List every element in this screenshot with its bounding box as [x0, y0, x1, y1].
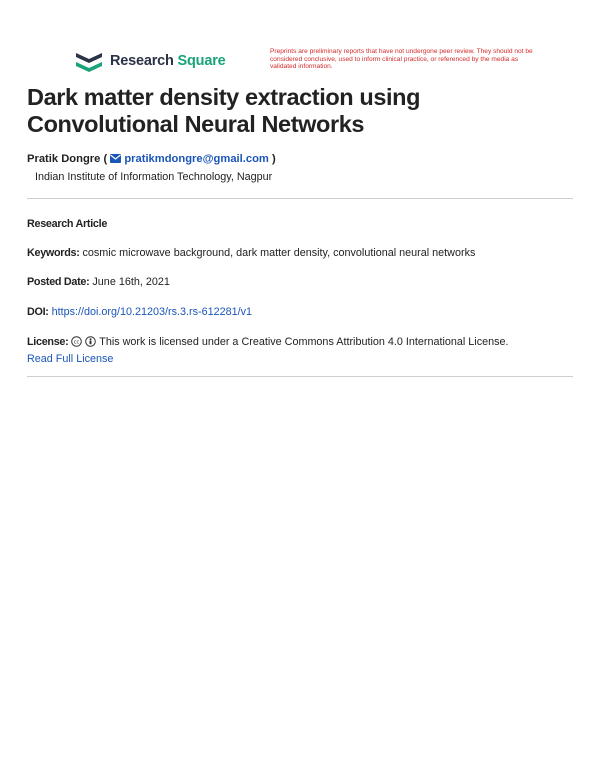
paper-title: Dark matter density extraction using Convolutional Neural Networks: [27, 84, 421, 137]
preprint-disclaimer: Preprints are preliminary reports that have not undergone peer review. They should not be considered conclusive, used to inform clinical practice, or referenced by the media as validated information.: [270, 48, 533, 71]
license-text: This work is licensed under a Creative Commons Attribution 4.0 International License.: [99, 336, 509, 348]
logo-word-square: Square: [177, 53, 226, 69]
license-line: [27, 336, 509, 348]
cc-by-icon: [85, 336, 96, 347]
research-square-logo[interactable]: [74, 48, 226, 74]
posted-date-line: [27, 276, 170, 288]
author-name: Pratik Dongre: [27, 153, 101, 165]
cc-icon: [71, 336, 82, 347]
posted-date-value: June 16th, 2021: [92, 276, 170, 288]
author-affiliation: Indian Institute of Information Technology, Nagpur: [35, 171, 273, 183]
svg-text:cc: cc: [74, 339, 80, 346]
read-full-license-link[interactable]: Read Full License: [27, 353, 114, 365]
divider: [27, 376, 573, 377]
divider: [27, 198, 573, 199]
research-square-logo-icon: [74, 50, 104, 72]
article-type: Research Article: [27, 218, 108, 230]
doi-label: DOI:: [27, 306, 49, 318]
envelope-icon: [110, 154, 121, 163]
keywords-value: cosmic microwave background, dark matter density, convolutional neural networks: [82, 247, 476, 259]
read-license-line: [27, 353, 113, 365]
author-line: Pratik Dongre ( pratikmdongre@gmail.com ): [27, 153, 276, 165]
keywords-line: [27, 247, 475, 259]
posted-date-label: Posted Date:: [27, 276, 90, 288]
header: [74, 48, 544, 78]
logo-word-research: Research: [110, 53, 174, 69]
keywords-label: Keywords:: [27, 247, 80, 259]
doi-link[interactable]: https://doi.org/10.21203/rs.3.rs-612281/v1: [51, 306, 253, 318]
doi-line: [27, 306, 252, 318]
author-email-link[interactable]: pratikmdongre@gmail.com: [124, 153, 269, 165]
license-label: License:: [27, 336, 69, 348]
